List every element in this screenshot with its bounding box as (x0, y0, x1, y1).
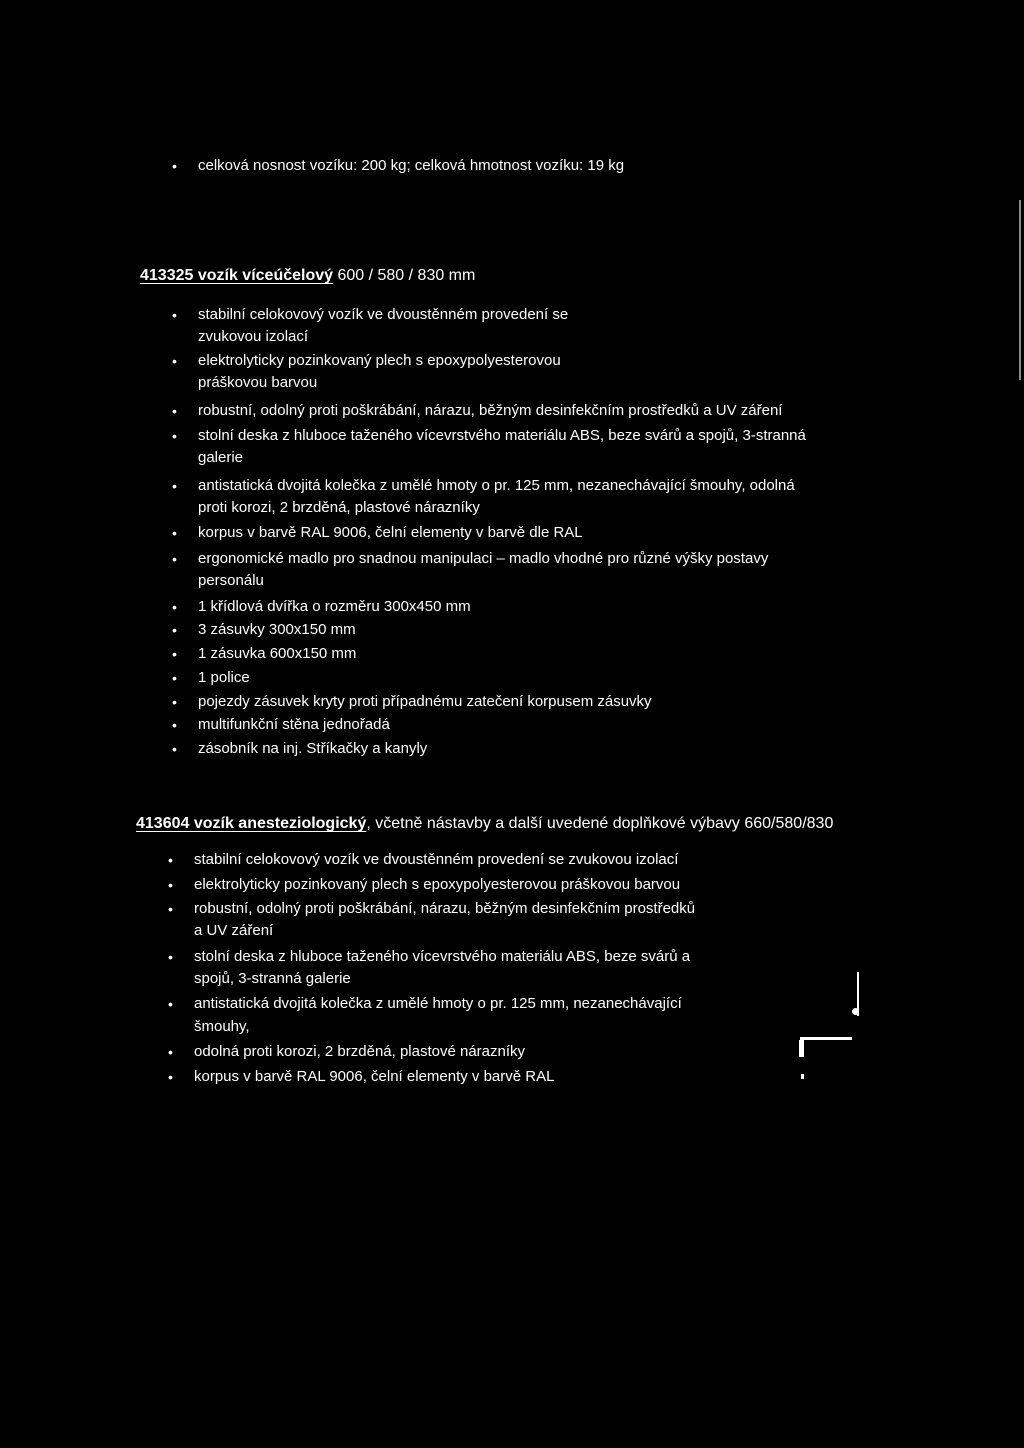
list-item-continuation (198, 448, 243, 468)
bullet-icon: • (168, 996, 173, 1012)
scan-mark-horizontal (800, 1037, 852, 1040)
bullet-icon: • (172, 599, 177, 615)
bullet-icon: • (172, 694, 177, 710)
list-item (172, 692, 652, 712)
scan-mark-small (799, 1040, 804, 1057)
list-item (172, 305, 569, 325)
bullet-icon: • (168, 1044, 173, 1060)
bullet-icon: • (172, 622, 177, 638)
list-item-text: antistatická dvojitá kolečka z umělé hmoty o pr. 125 mm, nezanechávající šmouhy, odolná (198, 477, 795, 494)
list-item-text: elektrolyticky pozinkovaný plech s epoxypolyesterovou práškovou barvou (194, 876, 681, 893)
scan-edge-mark-top (1019, 200, 1021, 380)
list-item-continuation (198, 571, 264, 591)
bullet-icon: • (172, 717, 177, 733)
list-item-text: robustní, odolný proti poškrábání, nárazu, běžným desinfekčním prostředků a UV záření (198, 402, 783, 419)
list-item-text: personálu (198, 572, 264, 589)
list-item-text: 1 křídlová dvířka o rozměru 300x450 mm (198, 598, 471, 615)
bullet-icon: • (168, 1069, 173, 1085)
bullet-icon: • (172, 741, 177, 757)
list-item-text: proti korozi, 2 brzděná, plastové nárazníky (198, 499, 480, 516)
list-item-continuation (198, 498, 480, 518)
list-item-continuation (198, 327, 308, 347)
list-item-continuation (198, 373, 317, 393)
list-item (172, 426, 806, 446)
bullet-icon: • (172, 403, 177, 419)
list-item (172, 644, 357, 664)
list-item (172, 156, 625, 176)
section2-heading (136, 814, 833, 834)
bullet-icon: • (168, 852, 173, 868)
list-item-text: stolní deska z hluboce taženého vícevrstvého materiálu ABS, beze svárů a spojů, 3-stranná (198, 427, 806, 444)
list-item-continuation (194, 1017, 250, 1037)
list-item-text: zvukovou izolací (198, 328, 309, 345)
list-item-text: stabilní celokovový vozík ve dvoustěnném provedení se zvukovou izolací (194, 851, 679, 868)
list-item-text: stabilní celokovový vozík ve dvoustěnném provedení se (198, 306, 569, 323)
list-item (172, 476, 795, 496)
list-item (168, 1042, 526, 1062)
list-item-text: stolní deska z hluboce taženého vícevrstvého materiálu ABS, beze svárů a (194, 948, 691, 965)
list-item (168, 1067, 555, 1087)
section1-heading (140, 266, 475, 286)
list-item (168, 994, 682, 1014)
scan-mark-speck (801, 1074, 804, 1079)
list-item (172, 620, 356, 640)
list-item-text: galerie (198, 449, 244, 466)
bullet-icon: • (172, 353, 177, 369)
list-item (172, 739, 428, 759)
list-item-text: celková nosnost vozíku: 200 kg; celková hmotnost vozíku: 19 kg (198, 157, 625, 174)
list-item (168, 875, 681, 895)
list-item (172, 668, 250, 688)
bullet-icon: • (172, 307, 177, 323)
list-item-continuation (194, 969, 351, 989)
list-item (172, 351, 561, 371)
bullet-icon: • (168, 877, 173, 893)
bullet-icon: • (172, 525, 177, 541)
section1-dimensions: 600 / 580 / 830 mm (333, 267, 476, 284)
bullet-icon: • (168, 949, 173, 965)
list-item-text: 3 zásuvky 300x150 mm (198, 621, 356, 638)
list-item-text: a UV záření (194, 922, 274, 939)
list-item (172, 401, 783, 421)
list-item (172, 523, 583, 543)
section2-code-title: 413604 vozík anesteziologický (136, 815, 367, 832)
list-item-text: 1 zásuvka 600x150 mm (198, 645, 357, 662)
bullet-icon: • (168, 901, 173, 917)
scan-mark-dot (852, 1008, 859, 1015)
list-item (168, 850, 679, 870)
list-item-text: korpus v barvě RAL 9006, čelní elementy v barvě RAL (194, 1068, 555, 1085)
bullet-icon: • (172, 551, 177, 567)
list-item (172, 715, 390, 735)
list-item-text: šmouhy, (194, 1018, 250, 1035)
list-item-text: odolná proti korozi, 2 brzděná, plastové nárazníky (194, 1043, 526, 1060)
bullet-icon: • (172, 158, 177, 174)
list-item-continuation (194, 921, 273, 941)
list-item-text: 1 police (198, 669, 250, 686)
list-item-text: robustní, odolný proti poškrábání, nárazu, běžným desinfekčním prostředků (194, 900, 696, 917)
section2-description: , včetně nástavby a další uvedené doplňkové výbavy 660/580/830 (366, 815, 834, 832)
list-item (168, 947, 691, 967)
list-item-text: spojů, 3-stranná galerie (194, 970, 351, 987)
list-item-text: multifunkční stěna jednořadá (198, 716, 390, 733)
list-item-text: pojezdy zásuvek kryty proti případnému zatečení korpusem zásuvky (198, 693, 652, 710)
list-item-text: korpus v barvě RAL 9006, čelní elementy v barvě dle RAL (198, 524, 583, 541)
bullet-icon: • (172, 670, 177, 686)
list-item (172, 549, 769, 569)
list-item-text: práškovou barvou (198, 374, 318, 391)
list-item (168, 899, 696, 919)
list-item (172, 597, 471, 617)
section1-code-title: 413325 vozík víceúčelový (140, 267, 334, 284)
list-item-text: elektrolyticky pozinkovaný plech s epoxypolyesterovou (198, 352, 561, 369)
bullet-icon: • (172, 646, 177, 662)
list-item-text: antistatická dvojitá kolečka z umělé hmoty o pr. 125 mm, nezanechávající (194, 995, 682, 1012)
bullet-icon: • (172, 428, 177, 444)
list-item-text: ergonomické madlo pro snadnou manipulaci – madlo vhodné pro různé výšky postavy (198, 550, 769, 567)
list-item-text: zásobník na inj. Stříkačky a kanyly (198, 740, 428, 757)
bullet-icon: • (172, 478, 177, 494)
